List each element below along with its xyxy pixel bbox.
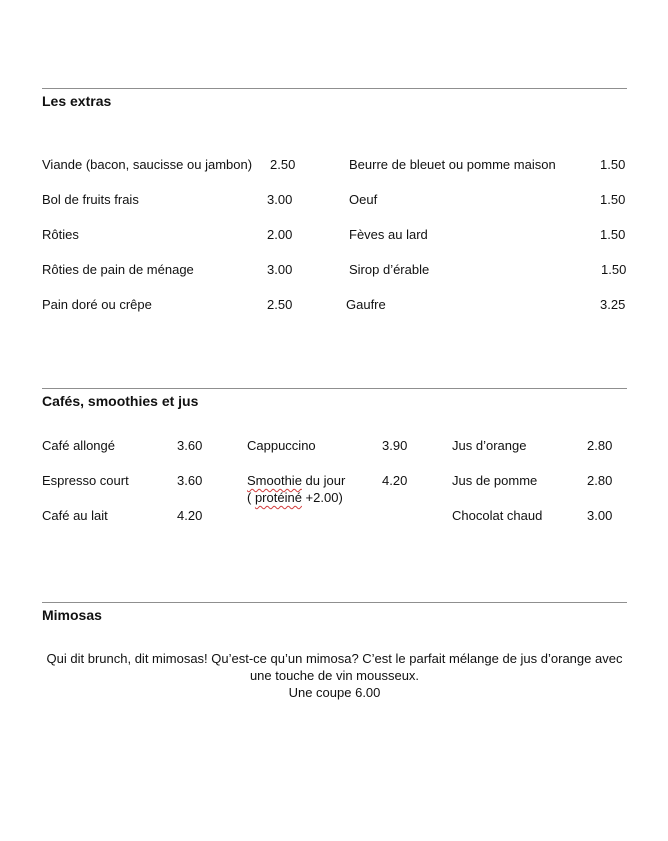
menu-item-price: 1.50 (600, 157, 626, 172)
menu-item-name: Gaufre (346, 297, 386, 312)
section-title-mimosas: Mimosas (42, 607, 102, 623)
menu-item-price: 3.00 (267, 192, 293, 207)
menu-item-price: 2.80 (587, 473, 613, 488)
menu-item-price: 1.50 (600, 227, 626, 242)
note-open: ( (247, 490, 255, 505)
menu-item-price: 2.50 (270, 157, 296, 172)
menu-item-name: Rôties (42, 227, 79, 242)
section-divider (42, 388, 627, 389)
menu-item-name: Café allongé (42, 438, 115, 453)
menu-item-name: Beurre de bleuet ou pomme maison (349, 157, 556, 172)
menu-item-note (247, 489, 343, 506)
menu-item-name: Oeuf (349, 192, 378, 207)
menu-item-name (247, 472, 345, 489)
menu-item-name: Viande (bacon, saucisse ou jambon) (42, 157, 253, 172)
menu-item-name: Jus d’orange (452, 438, 527, 453)
mimosa-description-line: une touche de vin mousseux. (249, 668, 420, 683)
menu-item-name: Jus de pomme (452, 473, 538, 488)
menu-item-price: 3.60 (177, 473, 203, 488)
menu-item-name: Rôties de pain de ménage (42, 262, 194, 277)
menu-item-name: Sirop d’érable (349, 262, 430, 277)
section-title-drinks: Cafés, smoothies et jus (42, 393, 199, 409)
section-divider (42, 602, 627, 603)
menu-item-price: 2.80 (587, 438, 613, 453)
menu-item-name: Café au lait (42, 508, 108, 523)
menu-item-price: 3.25 (600, 297, 626, 312)
menu-item-price: 3.00 (587, 508, 613, 523)
menu-item-price: 4.20 (177, 508, 203, 523)
menu-item-price: 2.00 (267, 227, 293, 242)
menu-item-price: 1.50 (600, 192, 626, 207)
menu-item-price: 1.50 (601, 262, 627, 277)
section-divider (42, 88, 627, 89)
section-title-extras: Les extras (42, 93, 112, 109)
menu-item-price: 2.50 (267, 297, 293, 312)
spellcheck-word: protéiné (254, 490, 302, 505)
menu-item-name: Chocolat chaud (452, 508, 543, 523)
mimosa-description (42, 650, 627, 701)
spellcheck-word: Smoothie (247, 473, 302, 488)
mimosa-price-line: Une coupe 6.00 (288, 685, 381, 700)
mimosa-description-line: Qui dit brunch, dit mimosas! Qu’est-ce qu’un mimosa? C’est le parfait mélange de jus d’orange avec (46, 651, 623, 666)
menu-item-name: Fèves au lard (349, 227, 428, 242)
menu-item-price: 3.00 (267, 262, 293, 277)
menu-item-name: Bol de fruits frais (42, 192, 139, 207)
menu-item-name: Pain doré ou crêpe (42, 297, 152, 312)
menu-item-price: 3.90 (382, 438, 408, 453)
menu-item-name: Espresso court (42, 473, 129, 488)
menu-item-price: 3.60 (177, 438, 203, 453)
menu-item-name: Cappuccino (247, 438, 316, 453)
note-rest: +2.00) (301, 490, 343, 505)
menu-item-name-rest: du jour (301, 473, 346, 488)
menu-item-price: 4.20 (382, 473, 408, 488)
